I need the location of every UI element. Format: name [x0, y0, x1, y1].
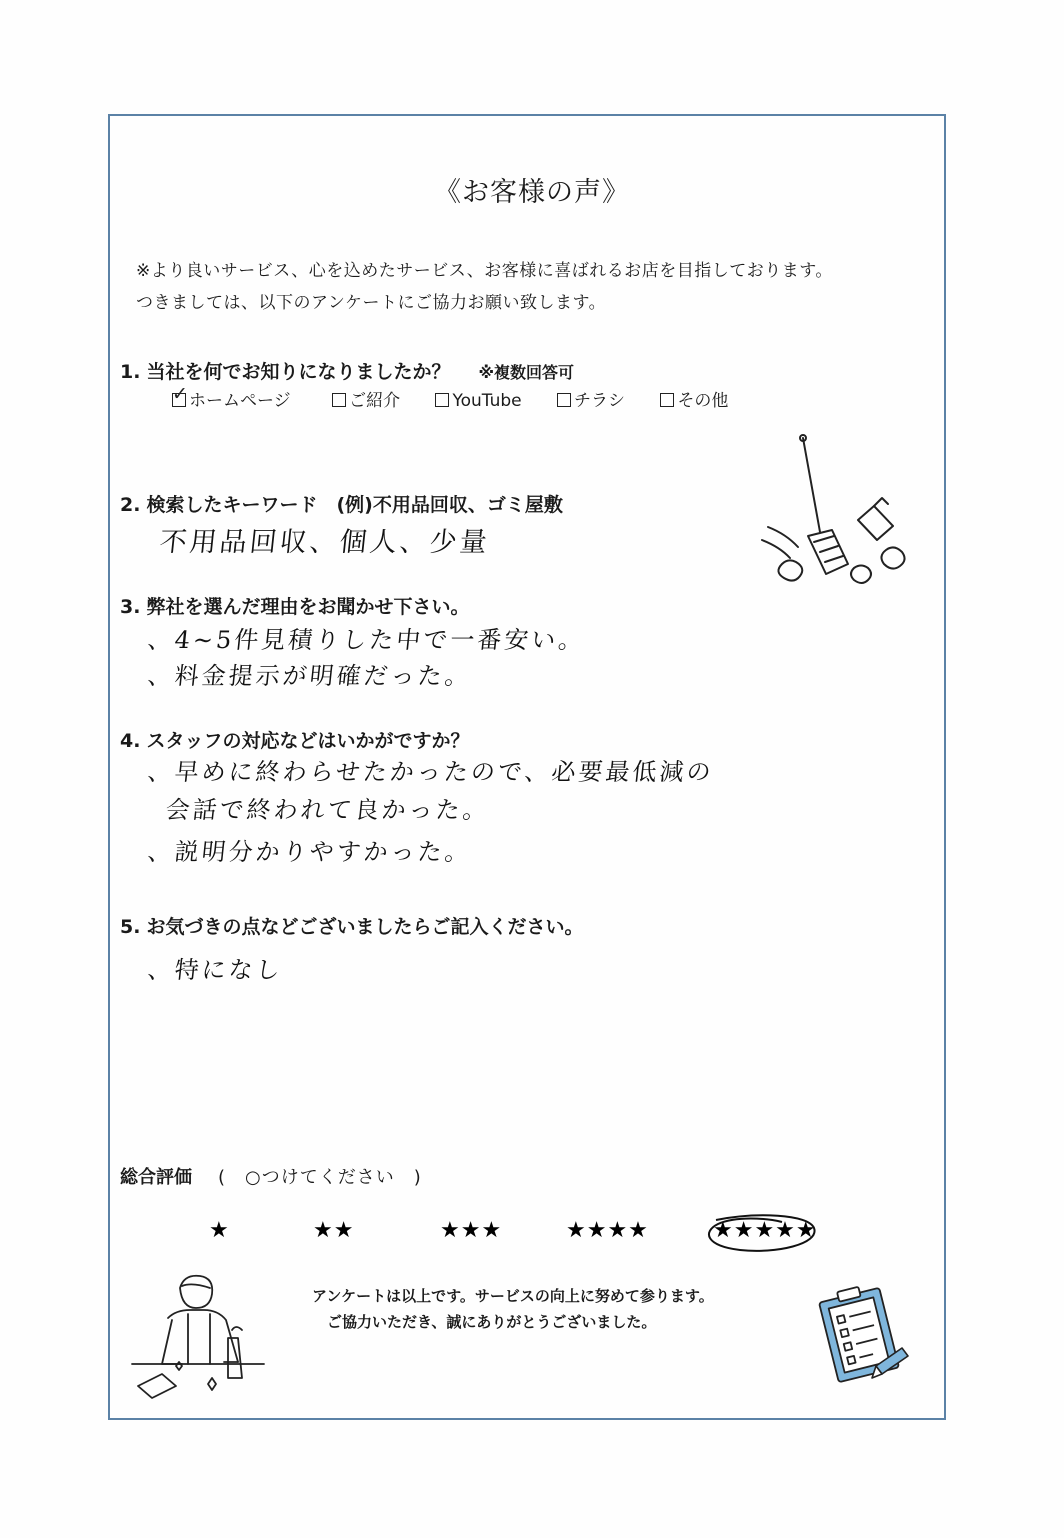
answer-5-handwritten: 、特になし [146, 956, 285, 984]
option-label: YouTube [452, 391, 522, 411]
motion-line [762, 540, 790, 558]
option-homepage[interactable] [172, 383, 291, 411]
answer-3-line-1: 、4~5件見積りした中で一番安い。 [146, 626, 587, 654]
question-note: ※複数回答可 [478, 363, 575, 382]
rating-option-1[interactable]: ★ [209, 1218, 230, 1243]
answer-3-line-2: 、料金提示が明確だった。 [146, 662, 474, 690]
option-label: ホームページ [189, 391, 291, 411]
dust-cloud [851, 566, 871, 584]
question-2 [120, 490, 563, 517]
question-text: お気づきの点などございましたらご記入ください。 [146, 916, 584, 938]
rating-option-3[interactable]: ★★★ [440, 1218, 503, 1243]
intro-line-1: ※より良いサービス、心を込めたサービス、お客様に喜ばれるお店を目指しております。 [136, 261, 833, 281]
dust-cloud [881, 547, 904, 568]
source-options [172, 383, 758, 411]
dustpan-icon [858, 498, 893, 540]
question-1 [120, 357, 574, 384]
option-label: ご紹介 [349, 391, 401, 411]
rating-selection-circle [696, 1210, 826, 1260]
intro-line-2: つきましては、以下のアンケートにご協力お願い致します。 [136, 293, 607, 313]
question-number: 1. [120, 361, 141, 383]
option-other[interactable] [660, 386, 728, 411]
option-label: チラシ [574, 391, 626, 411]
checkbox[interactable] [332, 393, 346, 407]
question-text: 当社を何でお知りになりましたか？ [146, 361, 451, 383]
question-3 [120, 592, 469, 619]
option-label: その他 [677, 391, 729, 411]
question-text: 弊社を選んだ理由をお聞かせ下さい。 [146, 596, 470, 618]
question-5 [120, 912, 583, 939]
answer-4-line-2: 会話で終われて良かった。 [164, 796, 492, 824]
answer-4-line-1: 、早めに終わらせたかったので、必要最低減の [146, 758, 716, 786]
answer-2-handwritten: 不用品回収、個人、少量 [158, 527, 492, 558]
answer-4-line-3: 、説明分かりやすかった。 [146, 838, 474, 866]
page-title: 《お客様の声》 [434, 177, 630, 208]
checkbox[interactable] [557, 393, 571, 407]
rating-instruction: ( ○つけてください ) [218, 1167, 422, 1188]
broom-illustration [750, 432, 920, 592]
footer-line-2: ご協力いただき、誠にありがとうございました。 [327, 1313, 657, 1331]
question-text: 検索したキーワード (例)不用品回収、ゴミ屋敷 [146, 494, 563, 516]
check-icon: ✓ [172, 383, 188, 405]
question-4 [120, 726, 469, 753]
checkbox[interactable] [660, 393, 674, 407]
broom-icon [800, 435, 848, 574]
rating-option-4[interactable]: ★★★★ [566, 1218, 649, 1243]
question-number: 4. [120, 730, 141, 752]
rating-option-5[interactable]: ★★★★★ [713, 1218, 817, 1243]
dust-cloud [778, 560, 802, 580]
checkbox[interactable] [172, 383, 188, 407]
cleaning-person-icon [128, 1268, 268, 1408]
footer-line-1: アンケートは以上です。サービスの向上に努めて参ります。 [312, 1287, 714, 1305]
option-referral[interactable] [332, 386, 400, 411]
option-flyer[interactable] [557, 386, 625, 411]
clipboard-icon [818, 1280, 918, 1390]
question-number: 2. [120, 494, 141, 516]
question-number: 5. [120, 916, 141, 938]
option-youtube[interactable] [435, 391, 521, 411]
rating-option-2[interactable]: ★★ [313, 1218, 355, 1243]
checkbox[interactable] [435, 393, 449, 407]
rating-section [120, 1163, 422, 1189]
question-number: 3. [120, 596, 141, 618]
question-text: スタッフの対応などはいかがですか？ [146, 730, 470, 752]
rating-label: 総合評価 [120, 1167, 192, 1188]
